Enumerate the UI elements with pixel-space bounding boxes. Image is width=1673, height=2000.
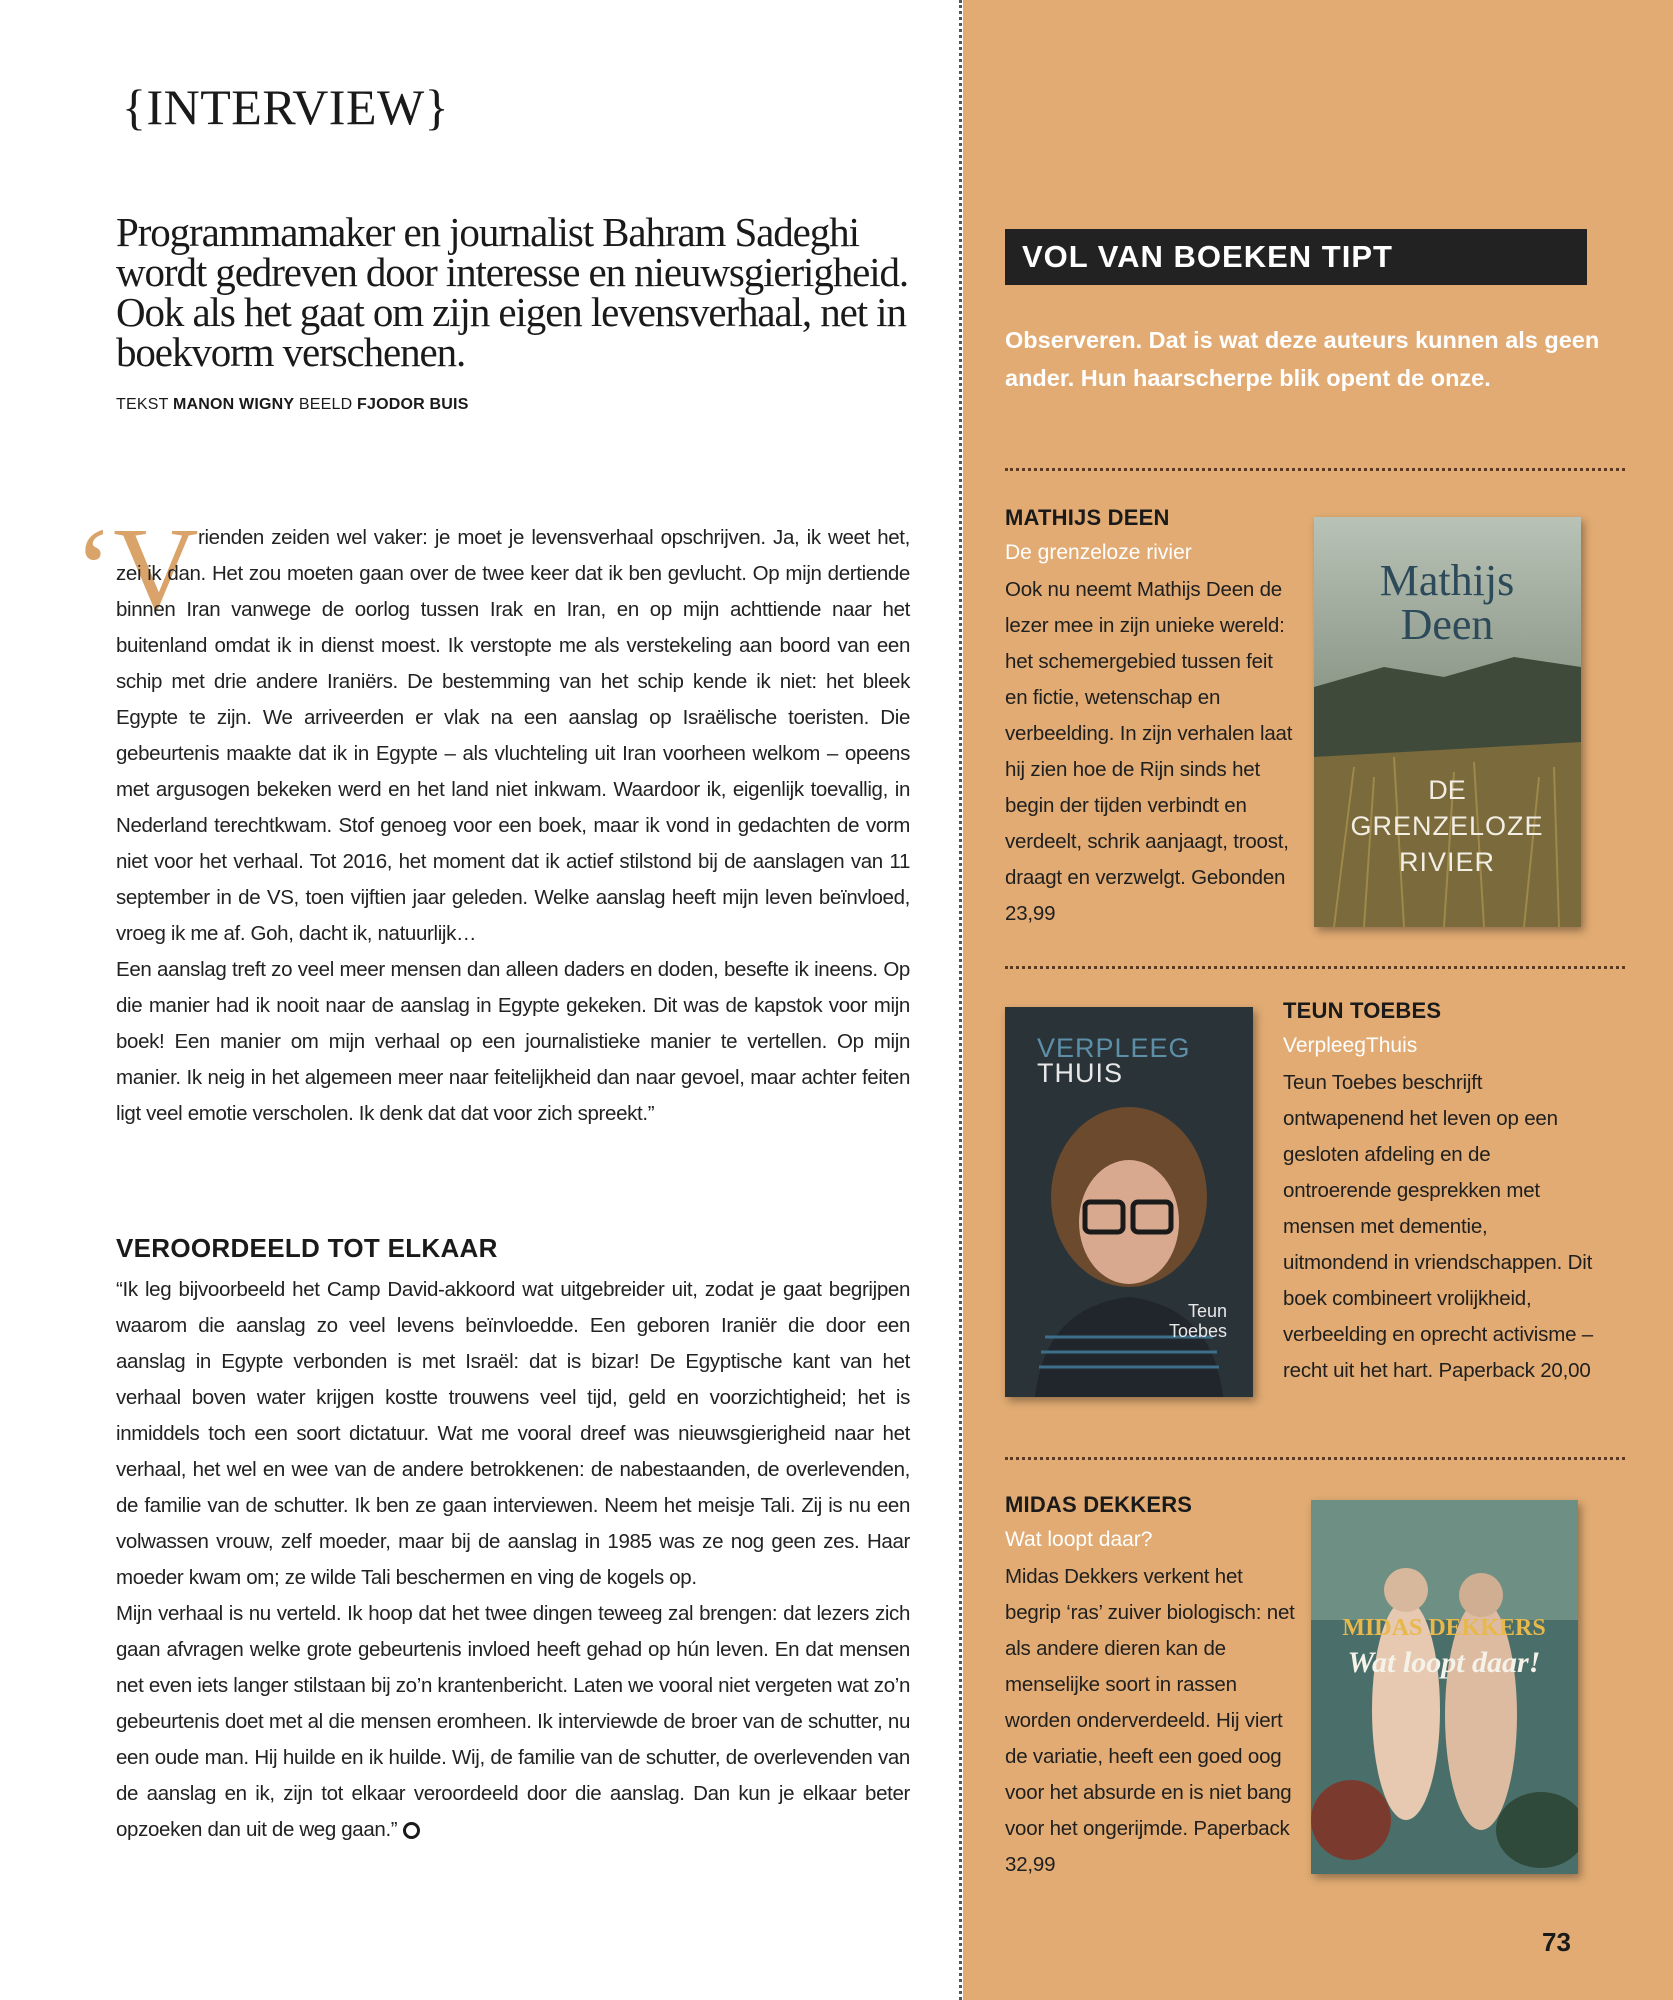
cover-title-line: RIVIER bbox=[1398, 847, 1496, 877]
book-title: De grenzeloze rivier bbox=[1005, 541, 1192, 564]
cover-title-line: GRENZELOZE bbox=[1350, 811, 1544, 841]
section-label: {INTERVIEW} bbox=[122, 79, 450, 135]
cover-title: Wat loopt daar! bbox=[1347, 1646, 1541, 1679]
sidebar-intro: Observeren. Dat is wat deze auteurs kunnen als geen ander. Hun haarscherpe blik opent de onze. bbox=[1005, 327, 1600, 391]
book-description: Midas Dekkers verkent het begrip ‘ras’ zuiver biologisch: net als andere dieren kan de menselijke soort in rassen worden onderverdeeld. Hij viert de variatie, heeft een goed oog voor het absurde en is niet bang voor het ongerijmde. Paperback 32,99 bbox=[1005, 1565, 1295, 1876]
credits-text-label: TEKST bbox=[116, 396, 169, 413]
dotted-separator bbox=[1005, 468, 1625, 471]
book-author: MATHIJS DEEN bbox=[1005, 505, 1170, 530]
book-title: VerpleegThuis bbox=[1283, 1034, 1418, 1057]
end-mark-icon bbox=[403, 1822, 420, 1839]
book-cover-mathijs-deen bbox=[1314, 517, 1581, 927]
cover-author-line: Mathijs bbox=[1379, 556, 1515, 605]
book-author: MIDAS DEKKERS bbox=[1005, 1492, 1193, 1517]
article-body bbox=[116, 520, 910, 1132]
cover-author-line: Teun bbox=[1187, 1301, 1227, 1321]
cover-author: MIDAS DEKKERS bbox=[1342, 1615, 1546, 1641]
credits-image-label: BEELD bbox=[298, 396, 353, 413]
body-paragraph-last bbox=[116, 1596, 910, 1848]
page-number: 73 bbox=[1542, 1927, 1571, 1957]
book-tips-sidebar bbox=[963, 0, 1673, 2000]
article-intro: Programmamaker en journalist Bahram Sadeghi wordt gedreven door interesse en nieuwsgierigheid. Ook als het gaat om zijn eigen levensverhaal, net in boekvorm verschenen. bbox=[116, 209, 909, 375]
book-cover-teun-toebes bbox=[1005, 1007, 1253, 1397]
body-paragraph: Een aanslag treft zo veel meer mensen dan alleen daders en doden, besefte ik ineens. Op die manier had ik nooit naar de aanslag in Egypte gekeken. Dit was de kapstok voor mijn boek! Een manier om mijn verhaal op een journalistieke manier te vertellen. Op mijn manier. Ik neig in het algemeen meer naar feitelijkheid dan naar gevoel, maar achter feiten ligt veel emotie verscholen. Ik denk dat dat voor zich spreekt.” bbox=[116, 958, 910, 1125]
dotted-separator bbox=[1005, 1457, 1625, 1460]
book-cover-midas-dekkers bbox=[1311, 1500, 1578, 1874]
book-description: Teun Toebes beschrijft ontwapenend het leven op een gesloten afdeling en de ontroerende gesprekken met mensen met dementie, uitmondend in vriendschappen. Dit boek combineert vrolijkheid, verbeelding en oprecht activisme – recht uit het hart. Paperback 20,00 bbox=[1283, 1071, 1593, 1382]
cover-title-line: DE bbox=[1428, 775, 1466, 805]
cover-title-line: THUIS bbox=[1037, 1058, 1123, 1088]
body-paragraph: “Ik leg bijvoorbeeld het Camp David-akkoord wat uitgebreider uit, zodat je gaat begrijpen waarom die aanslag zo veel levens beïnvloedde. Een geboren Iraniër die door een aanslag in Egypte verbonden is met Israël: dat is bizar! De Egyptische kant van het verhaal boven water krijgen kostte trouwens veel tijd, geld en voorzichtigheid; het is inmiddels toch een soort dictatuur. Wat me vooral dreef was nieuwsgierigheid naar het verhaal, het wel en wee van de andere betrokkenen: de nabestaanden, de overlevenden, de familie van de schutter. Ik ben ze gaan interviewen. Neem het meisje Tali. Zij is nu een volwassen vrouw, zelf moeder, maar bij de aanslag in 1985 was ze nog geen zes. Haar moeder kwam om; ze wilde Tali beschermen en ving de kogels op. bbox=[116, 1278, 910, 1589]
drop-cap: ‘V bbox=[74, 503, 199, 634]
sidebar-heading: VOL VAN BOEKEN TIPT bbox=[1005, 229, 1587, 285]
credits-author: MANON WIGNY bbox=[172, 396, 295, 413]
credits-photographer: FJODOR BUIS bbox=[357, 396, 469, 413]
book-description: Ook nu neemt Mathijs Deen de lezer mee in zijn unieke wereld: het schemergebied tussen feit en fictie, wetenschap en verbeelding. In zijn verhalen laat hij zien hoe de Rijn sinds het begin der tijden verbindt en verdeelt, schrik aanjaagt, troost, draagt en verzwelgt. Gebonden 23,99 bbox=[1005, 578, 1293, 925]
dotted-separator bbox=[1005, 966, 1625, 969]
book-title: Wat loopt daar? bbox=[1005, 1528, 1153, 1551]
cover-author-line: Deen bbox=[1400, 600, 1494, 649]
book-author: TEUN TOEBES bbox=[1283, 998, 1442, 1023]
article-credits bbox=[116, 396, 469, 414]
body-paragraph-text: Mijn verhaal is nu verteld. Ik hoop dat het twee dingen teweeg zal brengen: dat lezers zich gaan afvragen welke grote gebeurtenis invloed heeft gehad op hún leven. En dat mensen net even iets langer stilstaan bij zo’n krantenbericht. Laten we vooral niet vergeten wat zo’n gebeurtenis doet met al die mensen eromheen. Ik interviewde de broer van de schutter, nu een oude man. Hij huilde en ik huilde. Wij, de familie van de schutter, de overlevenden van de aanslag en ik, zijn tot elkaar veroordeeld door die aanslag. Dan kun je elkaar beter opzoeken dan uit de weg gaan.” bbox=[116, 1602, 910, 1841]
body-paragraph: rienden zeiden wel vaker: je moet je levensverhaal opschrijven. Ja, ik weet het, zei ik dan. Het zou moeten gaan over de twee keer dat ik ben gevlucht. Op mijn dertiende binnen Iran vanwege de oorlog tussen Irak en Iran, en op mijn achttiende naar het buitenland omdat ik in dienst moest. Ik verstopte me als verstekeling aan boord van een schip met drie andere Iraniërs. De bestemming van het schip kende ik niet: het bleek Egypte te zijn. We arriveerden er vlak na een aanslag op Israëlische toeristen. Die gebeurtenis maakte dat ik in Egypte – als vluchteling uit Iran voorheen welkom – opeens met argusogen bekeken werd en het land niet inkwam. Waardoor ik, eigenlijk toevallig, in Nederland terechtkwam. Stof genoeg voor een boek, maar ik vond in gedachten de vorm niet voor het verhaal. Tot 2016, het moment dat ik actief stilstond bij de aanslagen van 11 september in de VS, toen vijftien jaar geleden. Welke aanslag heeft mijn leven beïnvloed, vroeg ik me af. Goh, dacht ik, natuurlijk… bbox=[116, 526, 910, 945]
article-subhead: VEROORDEELD TOT ELKAAR bbox=[116, 1233, 498, 1263]
cover-author-line: Toebes bbox=[1168, 1321, 1227, 1341]
column-divider bbox=[959, 0, 962, 2000]
article-body-continued bbox=[116, 1272, 910, 1848]
cover-title-line: VERPLEEG bbox=[1037, 1033, 1191, 1063]
